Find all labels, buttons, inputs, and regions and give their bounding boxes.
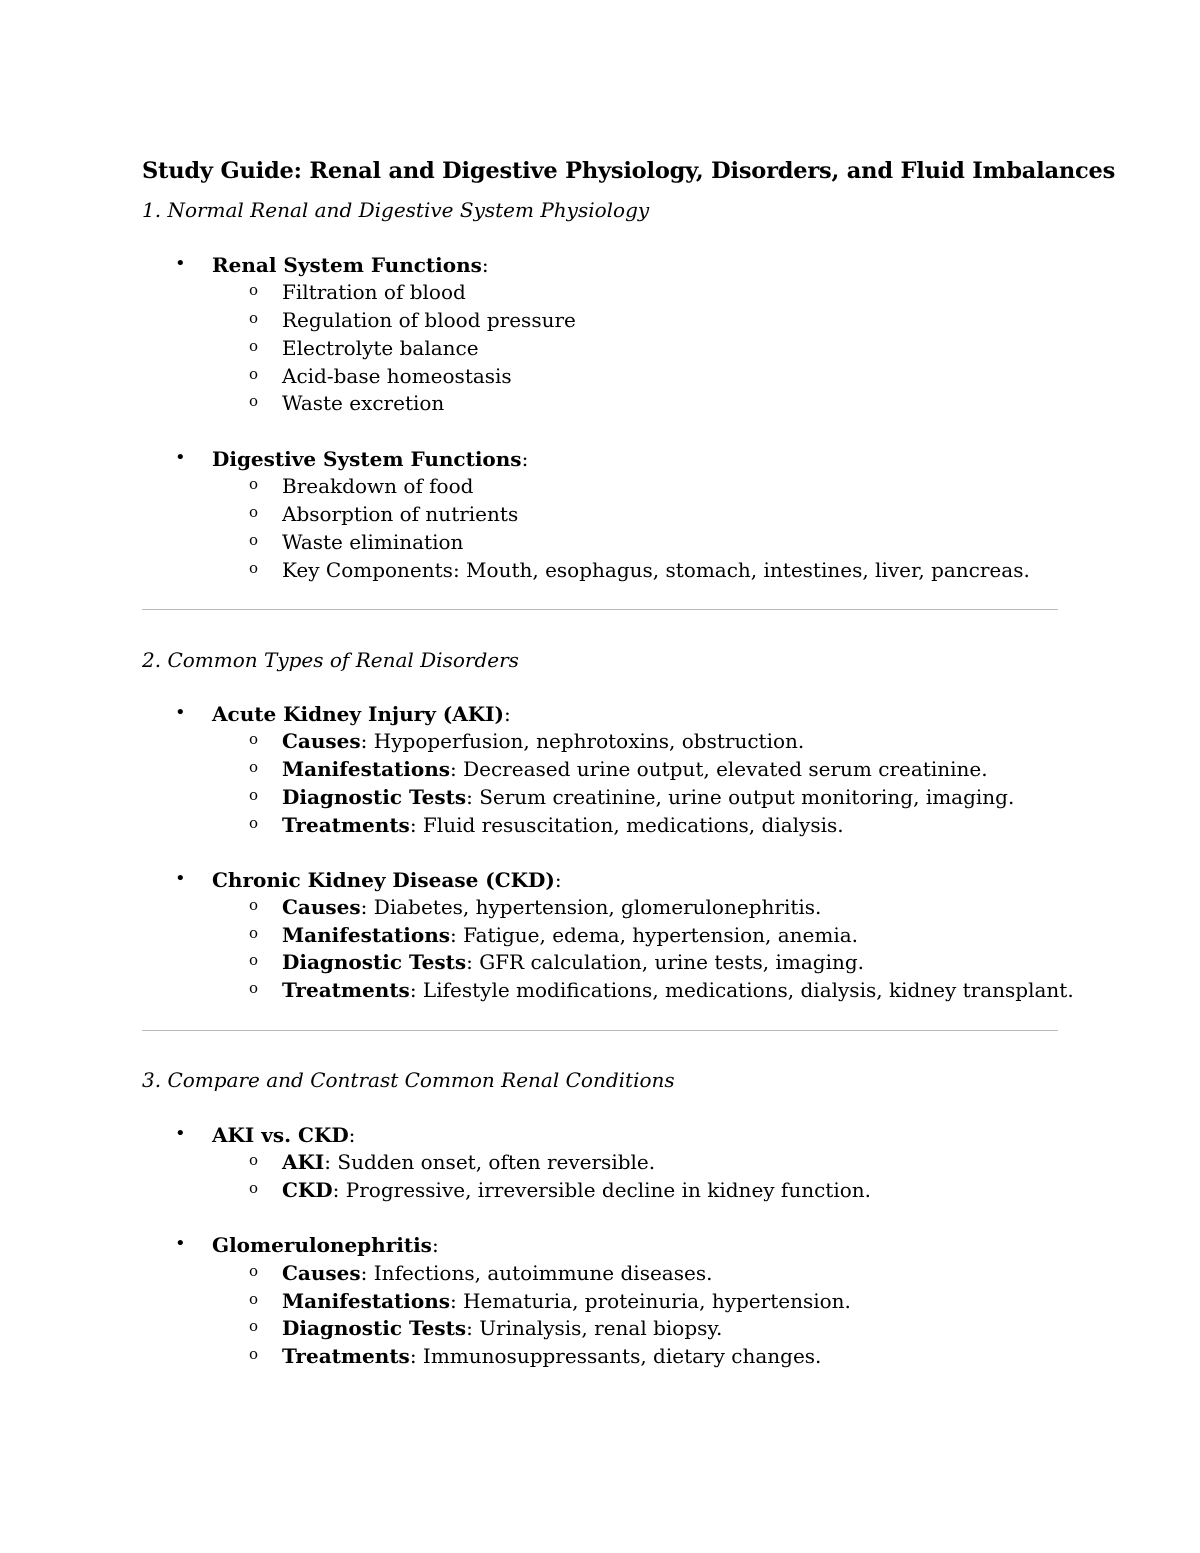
list-item: o Waste excretion bbox=[249, 391, 445, 415]
list-item: o Waste elimination bbox=[249, 530, 464, 554]
list-item: o Filtration of blood bbox=[249, 280, 466, 304]
list-item: o Acid-base homeostasis bbox=[249, 364, 512, 388]
bullet-aki-vs-ckd: • AKI vs. CKD: bbox=[175, 1123, 356, 1147]
circle-bullet-icon: o bbox=[249, 1262, 259, 1280]
list-item: o Breakdown of food bbox=[249, 474, 474, 498]
list-item: o Diagnostic Tests: Serum creatinine, urine output monitoring, imaging. bbox=[249, 785, 1015, 809]
circle-bullet-icon: o bbox=[249, 337, 259, 355]
list-item: o Absorption of nutrients bbox=[249, 502, 519, 526]
bullet-glomerulonephritis: • Glomerulonephritis: bbox=[175, 1233, 439, 1257]
circle-bullet-icon: o bbox=[249, 758, 259, 776]
circle-bullet-icon: o bbox=[249, 281, 259, 299]
list-item: o Treatments: Immunosuppressants, dietary changes. bbox=[249, 1344, 822, 1368]
section-heading-3: 3. Compare and Contrast Common Renal Conditions bbox=[142, 1068, 675, 1092]
circle-bullet-icon: o bbox=[249, 730, 259, 748]
list-item: o Causes: Diabetes, hypertension, glomerulonephritis. bbox=[249, 895, 822, 919]
list-item: o Key Components: Mouth, esophagus, stomach, intestines, liver, pancreas. bbox=[249, 558, 1030, 582]
circle-bullet-icon: o bbox=[249, 309, 259, 327]
document-title: Study Guide: Renal and Digestive Physiology, Disorders, and Fluid Imbalances bbox=[142, 158, 1116, 184]
bullet-icon: • bbox=[175, 1233, 186, 1254]
circle-bullet-icon: o bbox=[249, 924, 259, 942]
circle-bullet-icon: o bbox=[249, 951, 259, 969]
list-item: o Regulation of blood pressure bbox=[249, 308, 576, 332]
circle-bullet-icon: o bbox=[249, 1345, 259, 1363]
bullet-icon: • bbox=[175, 702, 186, 723]
circle-bullet-icon: o bbox=[249, 1317, 259, 1335]
bullet-renal-functions: • Renal System Functions: bbox=[175, 253, 489, 277]
bullet-ckd: • Chronic Kidney Disease (CKD): bbox=[175, 868, 562, 892]
list-item: o Manifestations: Decreased urine output, elevated serum creatinine. bbox=[249, 757, 988, 781]
bullet-digestive-functions: • Digestive System Functions: bbox=[175, 447, 529, 471]
bullet-icon: • bbox=[175, 868, 186, 889]
circle-bullet-icon: o bbox=[249, 896, 259, 914]
circle-bullet-icon: o bbox=[249, 979, 259, 997]
circle-bullet-icon: o bbox=[249, 531, 259, 549]
circle-bullet-icon: o bbox=[249, 559, 259, 577]
list-item: o Manifestations: Hematuria, proteinuria, hypertension. bbox=[249, 1289, 851, 1313]
section-heading-2: 2. Common Types of Renal Disorders bbox=[142, 648, 519, 672]
circle-bullet-icon: o bbox=[249, 1179, 259, 1197]
bullet-icon: • bbox=[175, 447, 186, 468]
bullet-aki: • Acute Kidney Injury (AKI): bbox=[175, 702, 511, 726]
list-item: o Electrolyte balance bbox=[249, 336, 479, 360]
list-item: o CKD: Progressive, irreversible decline in kidney function. bbox=[249, 1178, 872, 1202]
list-item: o Treatments: Fluid resuscitation, medications, dialysis. bbox=[249, 813, 844, 837]
circle-bullet-icon: o bbox=[249, 786, 259, 804]
bullet-icon: • bbox=[175, 1123, 186, 1144]
section-heading-1: 1. Normal Renal and Digestive System Physiology bbox=[142, 198, 650, 222]
list-item: o AKI: Sudden onset, often reversible. bbox=[249, 1150, 656, 1174]
horizontal-rule bbox=[142, 1030, 1058, 1031]
bullet-icon: • bbox=[175, 253, 186, 274]
horizontal-rule bbox=[142, 609, 1058, 610]
circle-bullet-icon: o bbox=[249, 1151, 259, 1169]
list-item: o Causes: Infections, autoimmune diseases. bbox=[249, 1261, 713, 1285]
list-item: o Diagnostic Tests: Urinalysis, renal biopsy. bbox=[249, 1316, 723, 1340]
circle-bullet-icon: o bbox=[249, 814, 259, 832]
list-item: o Manifestations: Fatigue, edema, hypertension, anemia. bbox=[249, 923, 859, 947]
circle-bullet-icon: o bbox=[249, 392, 259, 410]
circle-bullet-icon: o bbox=[249, 365, 259, 383]
list-item: o Diagnostic Tests: GFR calculation, urine tests, imaging. bbox=[249, 950, 865, 974]
circle-bullet-icon: o bbox=[249, 503, 259, 521]
circle-bullet-icon: o bbox=[249, 475, 259, 493]
list-item: o Causes: Hypoperfusion, nephrotoxins, obstruction. bbox=[249, 729, 805, 753]
list-item: o Treatments: Lifestyle modifications, medications, dialysis, kidney transplant. bbox=[249, 978, 1074, 1002]
circle-bullet-icon: o bbox=[249, 1290, 259, 1308]
